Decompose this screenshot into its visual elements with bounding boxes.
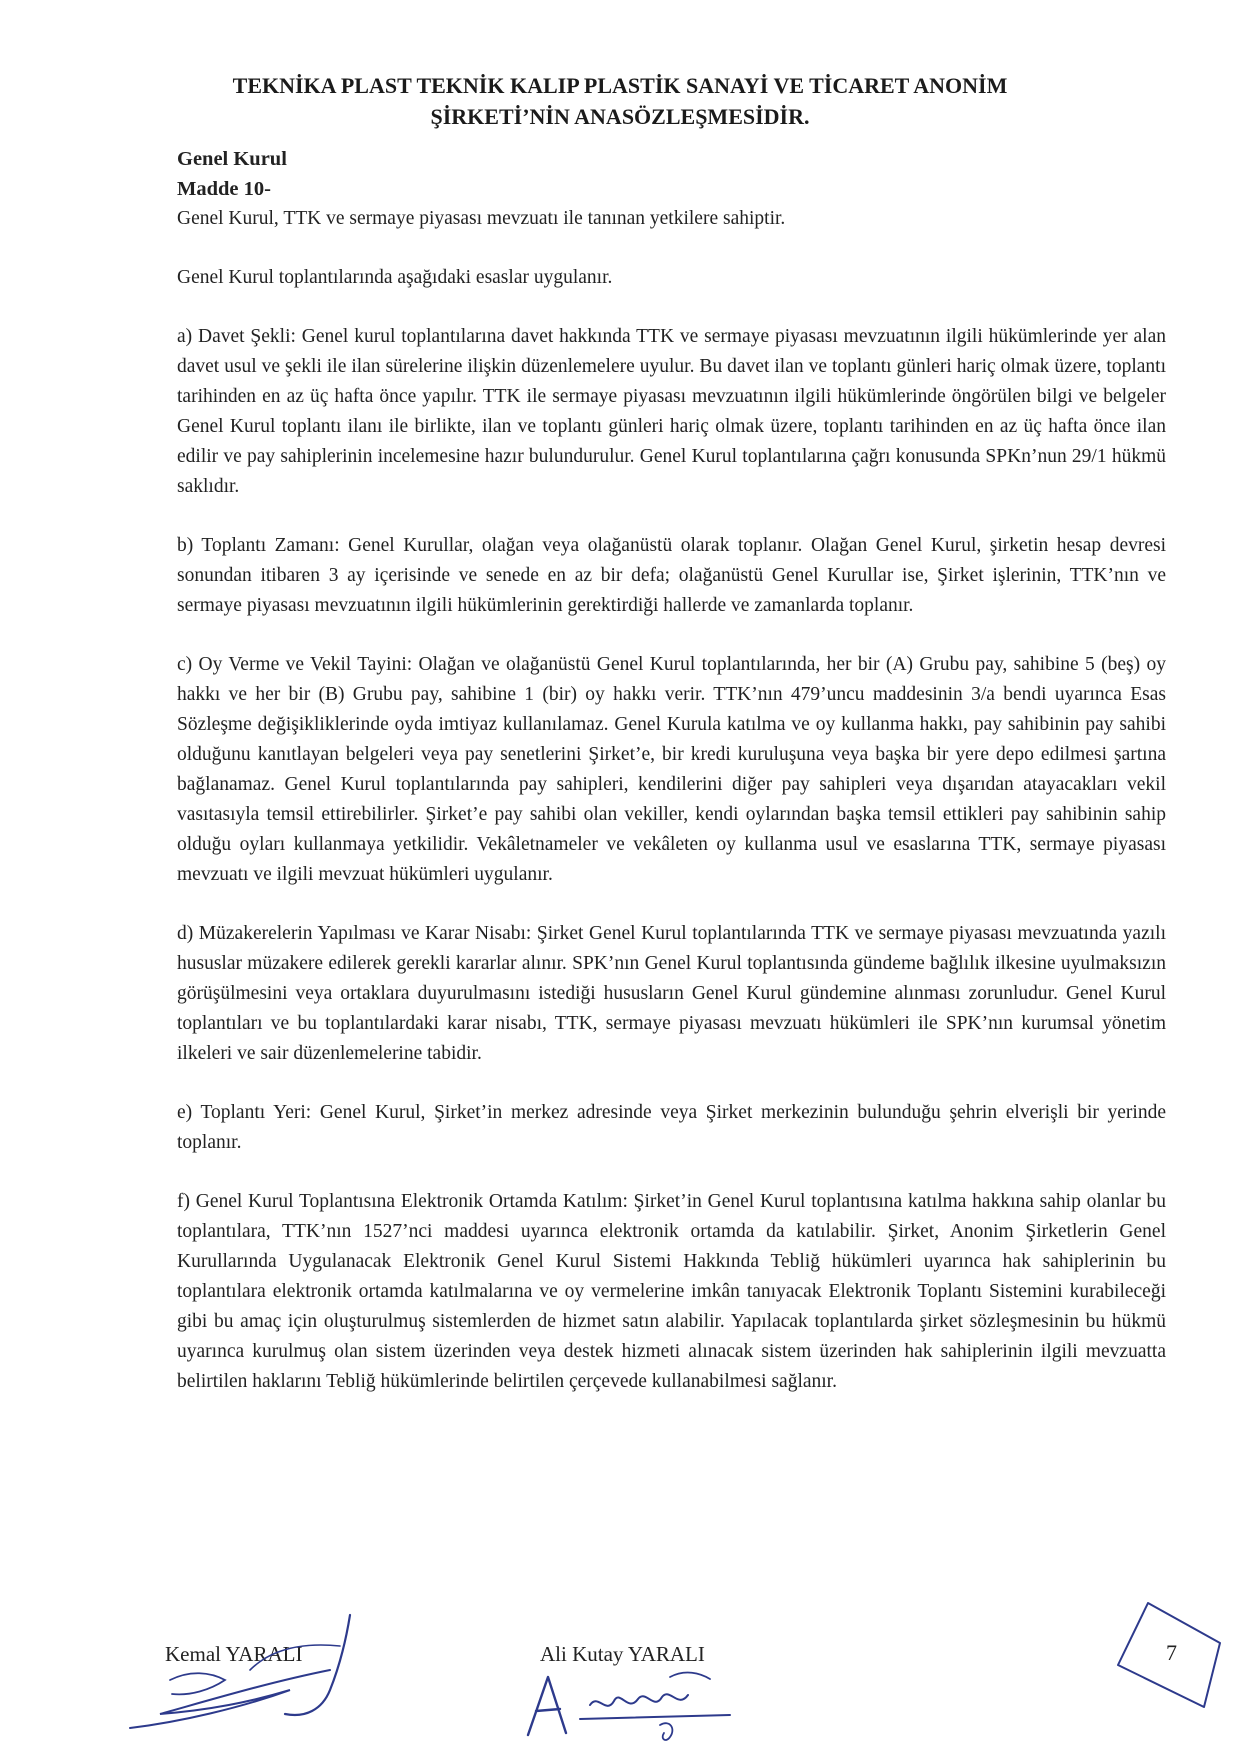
paragraph-a-invitation: a) Davet Şekli: Genel kurul toplantılarına davet hakkında TTK ve sermaye piyasası mevzuatının ilgili hükümlerinde yer alan davet usul ve şekli ile ilan sürelerine ilişkin düzenlemelere uyulur. Bu davet ilan ve toplantı günleri hariç olmak üzere, toplantı tarihinden en az üç hafta önce yapılır. TTK ile sermaye piyasası mevzuatının ilgili hükümlerinde öngörülen bilgi ve belgeler Genel Kurul toplantı ilanı ile birlikte, ilan ve toplantı günleri hariç olmak üzere, toplantı tarihinden en az üç hafta önce ilan edilir ve pay sahiplerinin incelemesine hazır bulundurulur. Genel Kurul toplantılarına çağrı konusunda SPKn’nun 29/1 hükmü saklıdır.	[177, 326, 1166, 497]
signature-name-left: Kemal YARALI	[165, 1642, 303, 1666]
paragraph-principles: Genel Kurul toplantılarında aşağıdaki esaslar uygulanır.	[177, 267, 613, 288]
section-heading: Genel Kurul	[177, 148, 287, 170]
article-heading: Madde 10-	[177, 178, 271, 200]
paragraph-c-voting: c) Oy Verme ve Vekil Tayini: Olağan ve olağanüstü Genel Kurul toplantılarında, her bir (A) Grubu pay, sahibine 5 (beş) oy hakkı ve her bir (B) Grubu pay, sahibine 1 (bir) oy hakkı verir. TTK’nın 479’uncu maddesinin 3/a bendi uyarınca Esas Sözleşme değişikliklerinde oyda imtiyaz kullanılamaz. Genel Kurula katılma ve oy kullanma hakkı, pay sahibinin pay sahibi olduğunu kanıtlayan belgeleri veya pay senetlerini Şirket’e, bir kredi kuruluşuna veya başka bir yere depo edilmesi şartına bağlanamaz. Genel Kurul toplantılarında pay sahipleri, kendilerini diğer pay sahipleri veya dışarıdan atayacakları vekil vasıtasıyla temsil ettirebilirler. Şirket’e pay sahibi olan vekiller, kendi oylarından başka temsil ettikleri pay sahibinin sahip olduğu oyları kullanmaya yetkilidir. Vekâletnameler ve vekâleten oy kullanma usul ve esaslarına TTK, sermaye piyasası mevzuatı ve ilgili mevzuat hükümleri uygulanır.	[177, 654, 1166, 885]
page-number: 7	[1166, 1640, 1177, 1665]
paragraph-d-deliberation: d) Müzakerelerin Yapılması ve Karar Nisabı: Şirket Genel Kurul toplantılarında TTK ve sermaye piyasası mevzuatında yazılı hususlar müzakere edilerek gerekli kararlar alınır. SPK’nın Genel Kurul toplantısında gündeme bağlılık ilkesine uyulmaksızın görüşülmesini veya ortaklara duyurulmasını istediği hususların Genel Kurul gündemine alınması zorunludur. Genel Kurul toplantıları ve bu toplantılardaki karar nisabı, TTK, sermaye piyasası mevzuatı hükümleri ile SPK’nın kurumsal yönetim ilkeleri ve sair düzenlemelerine tabidir.	[177, 923, 1166, 1064]
paragraph-e-meeting-place: e) Toplantı Yeri: Genel Kurul, Şirket’in merkez adresinde veya Şirket merkezinin bulunduğu şehrin elverişli bir yerinde toplanır.	[177, 1102, 1166, 1153]
paragraph-f-electronic: f) Genel Kurul Toplantısına Elektronik Ortamda Katılım: Şirket’in Genel Kurul toplantısına katılma hakkına sahip olanlar bu toplantılara, TTK’nın 1527’nci maddesi uyarınca elektronik ortamda da katılabilir. Şirket, Anonim Şirketlerin Genel Kurullarında Uygulanacak Elektronik Genel Kurul Sistemi Hakkında Tebliğ hükümleri uyarınca hak sahiplerinin bu toplantılara elektronik ortamda katılmalarına ve oy vermelerine imkân tanıyacak Elektronik Toplantı Sistemini kurabileceği gibi bu amaç için oluşturulmuş sistemlerden de hizmet satın alabilir. Yapılacak toplantılarda şirket sözleşmesinin bu hükmü uyarınca kurulmuş olan sistem üzerinden veya destek hizmeti alınacak sistem üzerinden hak sahiplerinin ilgili mevzuatta belirtilen haklarını Tebliğ hükümlerinde belirtilen çerçevede kullanabilmesi sağlanır.	[177, 1191, 1166, 1392]
paragraph-intro: Genel Kurul, TTK ve sermaye piyasası mevzuatı ile tanınan yetkilere sahiptir.	[177, 208, 786, 229]
title-line-1: TEKNİKA PLAST TEKNİK KALIP PLASTİK SANAYİ VE TİCARET ANONİM	[232, 73, 1008, 98]
handwritten-signature-right	[520, 1665, 760, 1750]
document-title	[120, 70, 1120, 132]
document-body	[177, 144, 1166, 1397]
handwritten-signature-left	[100, 1610, 380, 1740]
signature-name-right: Ali Kutay YARALI	[540, 1642, 705, 1666]
paragraph-b-meeting-time: b) Toplantı Zamanı: Genel Kurullar, olağan veya olağanüstü olarak toplanır. Olağan Genel Kurul, şirketin hesap devresi sonundan itibaren 3 ay içerisinde ve senede en az bir defa; olağanüstü Genel Kurullar ise, Şirket işlerinin, TTK’nın ve sermaye piyasası mevzuatının ilgili hükümlerinin gerektirdiği hallerde ve zamanlarda toplanır.	[177, 535, 1166, 616]
title-line-2: ŞİRKETİ’NİN ANASÖZLEŞMESİDİR.	[430, 104, 810, 129]
